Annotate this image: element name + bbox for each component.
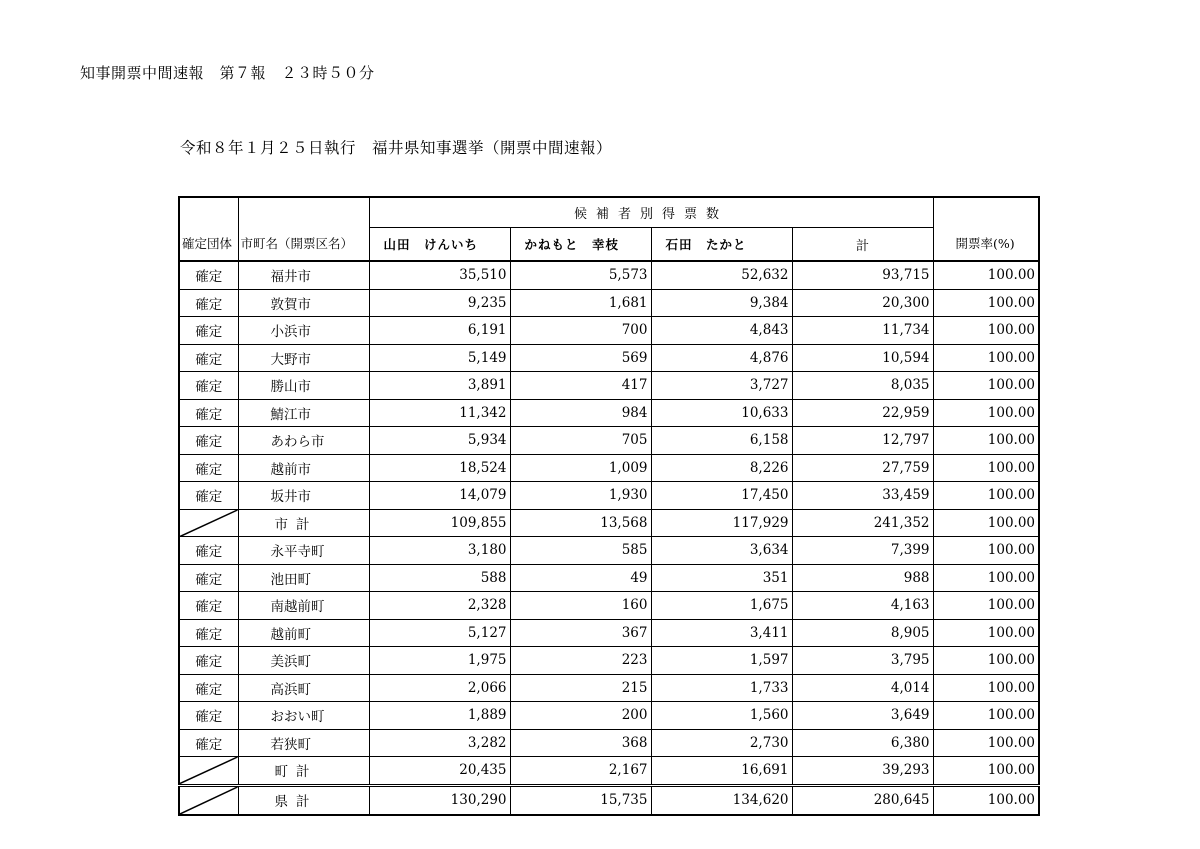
- col-header-count-rate: 開票率(%): [933, 197, 1039, 261]
- slash-cell: [179, 785, 238, 815]
- total-votes: 10,594: [792, 344, 933, 372]
- municipality-name: 勝山市: [238, 372, 369, 400]
- vote-count: 2,730: [651, 729, 792, 757]
- total-votes: 27,759: [792, 454, 933, 482]
- table-row: [179, 674, 1039, 702]
- count-rate: 100.00: [933, 317, 1039, 345]
- count-rate: 100.00: [933, 757, 1039, 786]
- col-header-total: 計: [792, 228, 933, 262]
- status-cell: 確定: [179, 399, 238, 427]
- total-votes: 20,300: [792, 289, 933, 317]
- vote-count: 9,235: [369, 289, 510, 317]
- vote-count: 700: [510, 317, 651, 345]
- count-rate: 100.00: [933, 647, 1039, 675]
- total-votes: 8,905: [792, 619, 933, 647]
- vote-count: 130,290: [369, 785, 510, 815]
- table-row: [179, 317, 1039, 345]
- vote-count: 6,191: [369, 317, 510, 345]
- count-rate: 100.00: [933, 482, 1039, 510]
- report-header: 知事開票中間速報 第７報 ２３時５０分: [80, 64, 375, 82]
- table-row: [179, 399, 1039, 427]
- vote-count: 1,597: [651, 647, 792, 675]
- count-rate: 100.00: [933, 289, 1039, 317]
- total-votes: 33,459: [792, 482, 933, 510]
- candidate-name: 山田 けんいち: [369, 228, 510, 262]
- status-cell: 確定: [179, 317, 238, 345]
- vote-count: 49: [510, 564, 651, 592]
- count-rate: 100.00: [933, 674, 1039, 702]
- count-rate: 100.00: [933, 427, 1039, 455]
- vote-count: 1,889: [369, 702, 510, 730]
- vote-count: 2,167: [510, 757, 651, 786]
- vote-count: 10,633: [651, 399, 792, 427]
- table-row: [179, 427, 1039, 455]
- total-votes: 241,352: [792, 509, 933, 537]
- document-title: 令和８年１月２５日執行 福井県知事選挙（開票中間速報）: [180, 139, 613, 157]
- count-rate: 100.00: [933, 537, 1039, 565]
- total-votes: 4,163: [792, 592, 933, 620]
- vote-count: 3,282: [369, 729, 510, 757]
- table-row: [179, 537, 1039, 565]
- diagonal-slash-icon: [180, 787, 238, 814]
- table-row: [179, 564, 1039, 592]
- vote-count: 1,681: [510, 289, 651, 317]
- slash-cell: [179, 757, 238, 786]
- municipality-name: 坂井市: [238, 482, 369, 510]
- vote-count: 6,158: [651, 427, 792, 455]
- municipality-name: あわら市: [238, 427, 369, 455]
- municipality-name: 若狭町: [238, 729, 369, 757]
- vote-count: 35,510: [369, 261, 510, 289]
- total-votes: 6,380: [792, 729, 933, 757]
- municipality-name: 高浜町: [238, 674, 369, 702]
- vote-count: 1,009: [510, 454, 651, 482]
- slash-cell: [179, 509, 238, 537]
- vote-count: 9,384: [651, 289, 792, 317]
- count-rate: 100.00: [933, 399, 1039, 427]
- count-rate: 100.00: [933, 509, 1039, 537]
- vote-count: 5,934: [369, 427, 510, 455]
- candidate-name: かねもと 幸枝: [510, 228, 651, 262]
- vote-count: 1,675: [651, 592, 792, 620]
- vote-count: 2,066: [369, 674, 510, 702]
- vote-count: 2,328: [369, 592, 510, 620]
- vote-count: 351: [651, 564, 792, 592]
- municipality-name: 永平寺町: [238, 537, 369, 565]
- vote-count: 5,573: [510, 261, 651, 289]
- status-cell: 確定: [179, 619, 238, 647]
- total-votes: 3,795: [792, 647, 933, 675]
- vote-count: 1,930: [510, 482, 651, 510]
- count-rate: 100.00: [933, 454, 1039, 482]
- results-table-wrapper: [178, 196, 1038, 816]
- table-row: [179, 261, 1039, 289]
- vote-count: 8,226: [651, 454, 792, 482]
- vote-count: 215: [510, 674, 651, 702]
- table-row: [179, 289, 1039, 317]
- col-header-municipality: 市町名（開票区名）: [238, 197, 369, 261]
- status-cell: 確定: [179, 261, 238, 289]
- vote-count: 16,691: [651, 757, 792, 786]
- results-table: [178, 196, 1040, 816]
- total-votes: 988: [792, 564, 933, 592]
- vote-count: 4,876: [651, 344, 792, 372]
- vote-count: 984: [510, 399, 651, 427]
- municipality-name: 越前市: [238, 454, 369, 482]
- count-rate: 100.00: [933, 261, 1039, 289]
- vote-count: 1,560: [651, 702, 792, 730]
- count-rate: 100.00: [933, 702, 1039, 730]
- vote-count: 3,727: [651, 372, 792, 400]
- total-votes: 280,645: [792, 785, 933, 815]
- total-votes: 12,797: [792, 427, 933, 455]
- status-cell: 確定: [179, 454, 238, 482]
- vote-count: 160: [510, 592, 651, 620]
- vote-count: 109,855: [369, 509, 510, 537]
- table-row: [179, 729, 1039, 757]
- vote-count: 14,079: [369, 482, 510, 510]
- status-cell: 確定: [179, 289, 238, 317]
- table-row: [179, 647, 1039, 675]
- status-cell: 確定: [179, 702, 238, 730]
- municipality-name: 南越前町: [238, 592, 369, 620]
- total-votes: 8,035: [792, 372, 933, 400]
- table-row: [179, 619, 1039, 647]
- vote-count: 134,620: [651, 785, 792, 815]
- status-cell: 確定: [179, 674, 238, 702]
- vote-count: 11,342: [369, 399, 510, 427]
- municipality-name: おおい町: [238, 702, 369, 730]
- vote-count: 5,127: [369, 619, 510, 647]
- vote-count: 223: [510, 647, 651, 675]
- municipality-name: 敦賀市: [238, 289, 369, 317]
- municipality-name: 越前町: [238, 619, 369, 647]
- vote-count: 1,975: [369, 647, 510, 675]
- count-rate: 100.00: [933, 619, 1039, 647]
- total-votes: 3,649: [792, 702, 933, 730]
- status-cell: 確定: [179, 537, 238, 565]
- count-rate: 100.00: [933, 729, 1039, 757]
- vote-count: 3,891: [369, 372, 510, 400]
- status-cell: 確定: [179, 592, 238, 620]
- col-header-candidate-votes: 候補者別得票数: [369, 197, 933, 228]
- vote-count: 52,632: [651, 261, 792, 289]
- total-label: 町計: [238, 757, 369, 786]
- results-body: [179, 261, 1039, 815]
- vote-count: 5,149: [369, 344, 510, 372]
- municipality-name: 福井市: [238, 261, 369, 289]
- municipality-name: 池田町: [238, 564, 369, 592]
- count-rate: 100.00: [933, 344, 1039, 372]
- table-row: [179, 454, 1039, 482]
- municipality-name: 小浜市: [238, 317, 369, 345]
- status-cell: 確定: [179, 647, 238, 675]
- vote-count: 1,733: [651, 674, 792, 702]
- total-votes: 4,014: [792, 674, 933, 702]
- vote-count: 3,180: [369, 537, 510, 565]
- vote-count: 200: [510, 702, 651, 730]
- count-rate: 100.00: [933, 592, 1039, 620]
- vote-count: 13,568: [510, 509, 651, 537]
- count-rate: 100.00: [933, 785, 1039, 815]
- vote-count: 117,929: [651, 509, 792, 537]
- diagonal-slash-icon: [180, 757, 238, 784]
- table-row: [179, 372, 1039, 400]
- diagonal-slash-icon: [180, 510, 238, 537]
- candidate-name: 石田 たかと: [651, 228, 792, 262]
- municipality-name: 美浜町: [238, 647, 369, 675]
- municipality-name: 大野市: [238, 344, 369, 372]
- vote-count: 588: [369, 564, 510, 592]
- status-cell: 確定: [179, 729, 238, 757]
- total-votes: 39,293: [792, 757, 933, 786]
- vote-count: 3,634: [651, 537, 792, 565]
- vote-count: 368: [510, 729, 651, 757]
- municipality-name: 鯖江市: [238, 399, 369, 427]
- count-rate: 100.00: [933, 372, 1039, 400]
- status-cell: 確定: [179, 564, 238, 592]
- city-total-row: [179, 509, 1039, 537]
- table-row: [179, 592, 1039, 620]
- vote-count: 585: [510, 537, 651, 565]
- vote-count: 705: [510, 427, 651, 455]
- total-votes: 11,734: [792, 317, 933, 345]
- vote-count: 367: [510, 619, 651, 647]
- col-header-status: 確定団体: [179, 197, 238, 261]
- table-row: [179, 482, 1039, 510]
- table-row: [179, 344, 1039, 372]
- total-label: 市計: [238, 509, 369, 537]
- total-label: 県計: [238, 785, 369, 815]
- vote-count: 3,411: [651, 619, 792, 647]
- total-votes: 7,399: [792, 537, 933, 565]
- status-cell: 確定: [179, 482, 238, 510]
- count-rate: 100.00: [933, 564, 1039, 592]
- grand-total-row: [179, 785, 1039, 815]
- total-votes: 93,715: [792, 261, 933, 289]
- vote-count: 417: [510, 372, 651, 400]
- vote-count: 18,524: [369, 454, 510, 482]
- vote-count: 15,735: [510, 785, 651, 815]
- status-cell: 確定: [179, 427, 238, 455]
- town-total-row: [179, 757, 1039, 786]
- table-row: [179, 702, 1039, 730]
- vote-count: 17,450: [651, 482, 792, 510]
- status-cell: 確定: [179, 372, 238, 400]
- vote-count: 4,843: [651, 317, 792, 345]
- vote-count: 20,435: [369, 757, 510, 786]
- total-votes: 22,959: [792, 399, 933, 427]
- vote-count: 569: [510, 344, 651, 372]
- status-cell: 確定: [179, 344, 238, 372]
